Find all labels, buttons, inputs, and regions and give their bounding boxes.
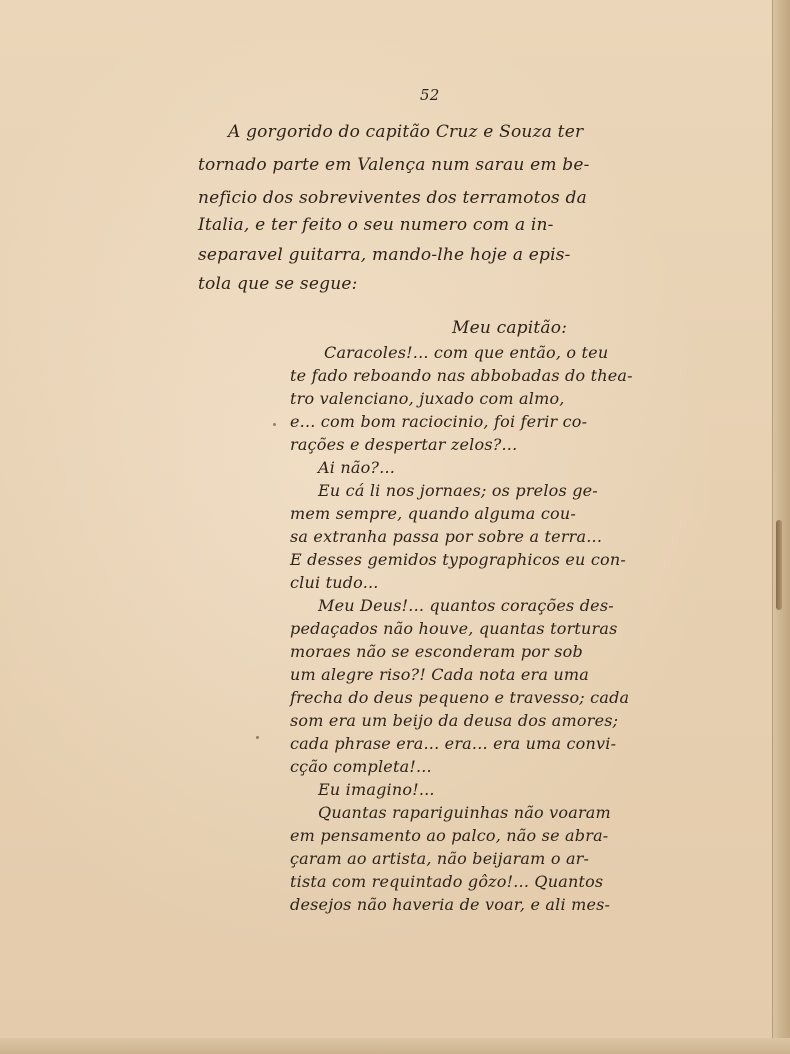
letter-line: e... com bom raciocinio, foi ferir co- <box>290 412 588 431</box>
letter-line: Eu cá li nos jornaes; os prelos ge- <box>318 481 598 500</box>
letter-line: um alegre riso?! Cada nota era uma <box>290 665 590 684</box>
letter-line: Quantas rapariguinhas não voaram <box>318 803 611 822</box>
page-edge-right <box>772 0 790 1054</box>
ink-spot <box>273 423 276 426</box>
letter-line: frecha do deus pequeno e travesso; cada <box>290 688 630 707</box>
letter-line: Caracoles!... com que então, o teu <box>324 343 609 362</box>
intro-line: neficio dos sobreviventes dos terramotos da <box>198 188 587 208</box>
letter-salutation: Meu capitão: <box>452 318 568 338</box>
binding-mark <box>776 520 782 610</box>
intro-line: separavel guitarra, mando-lhe hoje a epis- <box>198 245 571 265</box>
letter-line: Meu Deus!... quantos corações des- <box>318 596 614 615</box>
intro-line: Italia, e ter feito o seu numero com a in- <box>198 215 554 235</box>
letter-line: Eu imagino!... <box>318 780 435 799</box>
letter-line: desejos não haveria de voar, e ali mes- <box>290 895 611 914</box>
letter-line: te fado reboando nas abbobadas do thea- <box>290 366 633 385</box>
letter-line: moraes não se esconderam por sob <box>290 642 583 661</box>
page-edge-bottom <box>0 1038 790 1054</box>
letter-line: çaram ao artista, não beijaram o ar- <box>290 849 590 868</box>
letter-line: E desses gemidos typographicos eu con- <box>290 550 626 569</box>
intro-line: A gorgorido do capitão Cruz e Souza ter <box>228 122 584 142</box>
intro-line: tornado parte em Valença num sarau em be- <box>198 155 590 175</box>
letter-line: Ai não?... <box>318 458 396 477</box>
letter-line: clui tudo... <box>290 573 379 592</box>
ink-spot <box>256 736 259 739</box>
letter-line: pedaçados não houve, quantas torturas <box>290 619 618 638</box>
letter-line: rações e despertar zelos?... <box>290 435 518 454</box>
intro-line: tola que se segue: <box>198 274 358 294</box>
letter-line: tista com requintado gôzo!... Quantos <box>290 872 604 891</box>
letter-line: em pensamento ao palco, não se abra- <box>290 826 609 845</box>
page-number: 52 <box>420 86 440 104</box>
letter-line: cção completa!... <box>290 757 432 776</box>
letter-line: som era um beijo da deusa dos amores; <box>290 711 619 730</box>
letter-line: mem sempre, quando alguma cou- <box>290 504 576 523</box>
letter-line: cada phrase era... era... era uma convi- <box>290 734 617 753</box>
letter-line: tro valenciano, juxado com almo, <box>290 389 565 408</box>
letter-line: sa extranha passa por sobre a terra... <box>290 527 603 546</box>
